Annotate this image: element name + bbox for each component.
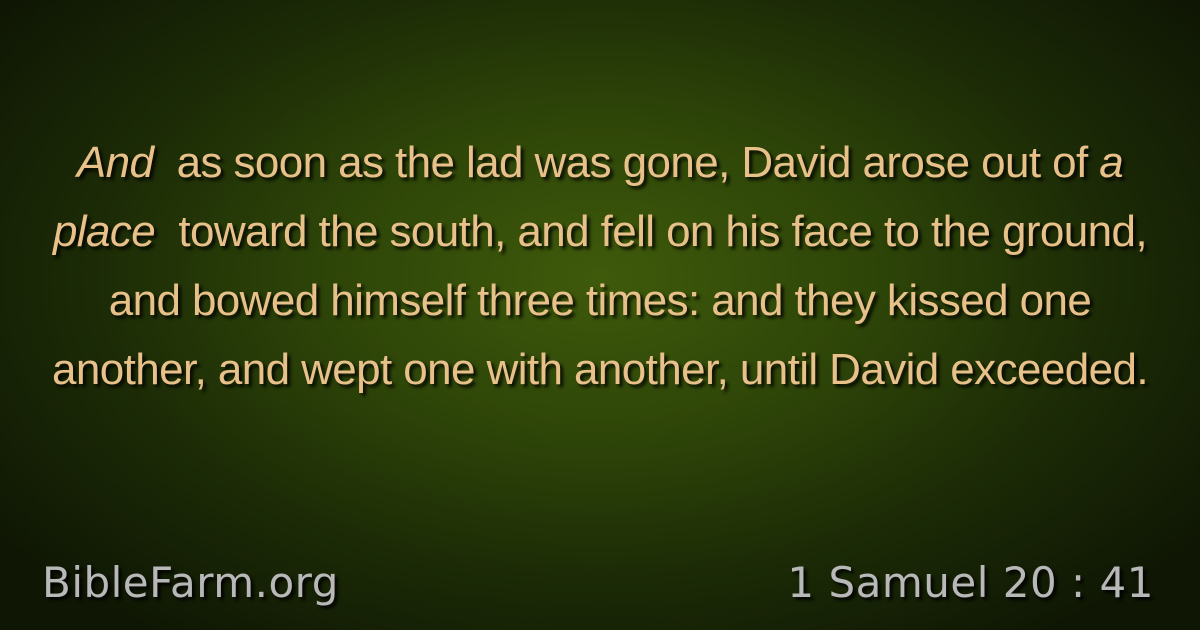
site-name: BibleFarm.org	[42, 558, 339, 607]
verse-segment-2: toward the south, and fell on his face to the ground, and bowed himself three times: and they kissed one another, and wept one with another, until David exceeded.	[52, 207, 1148, 394]
verse-segment-1: as soon as the lad was gone, David arose out of	[164, 138, 1100, 187]
verse-italic-a-place: a place	[52, 138, 1124, 256]
verse-italic-and: And	[76, 138, 154, 187]
verse-reference: 1 Samuel 20 : 41	[787, 558, 1154, 607]
verse-text	[40, 128, 1160, 404]
